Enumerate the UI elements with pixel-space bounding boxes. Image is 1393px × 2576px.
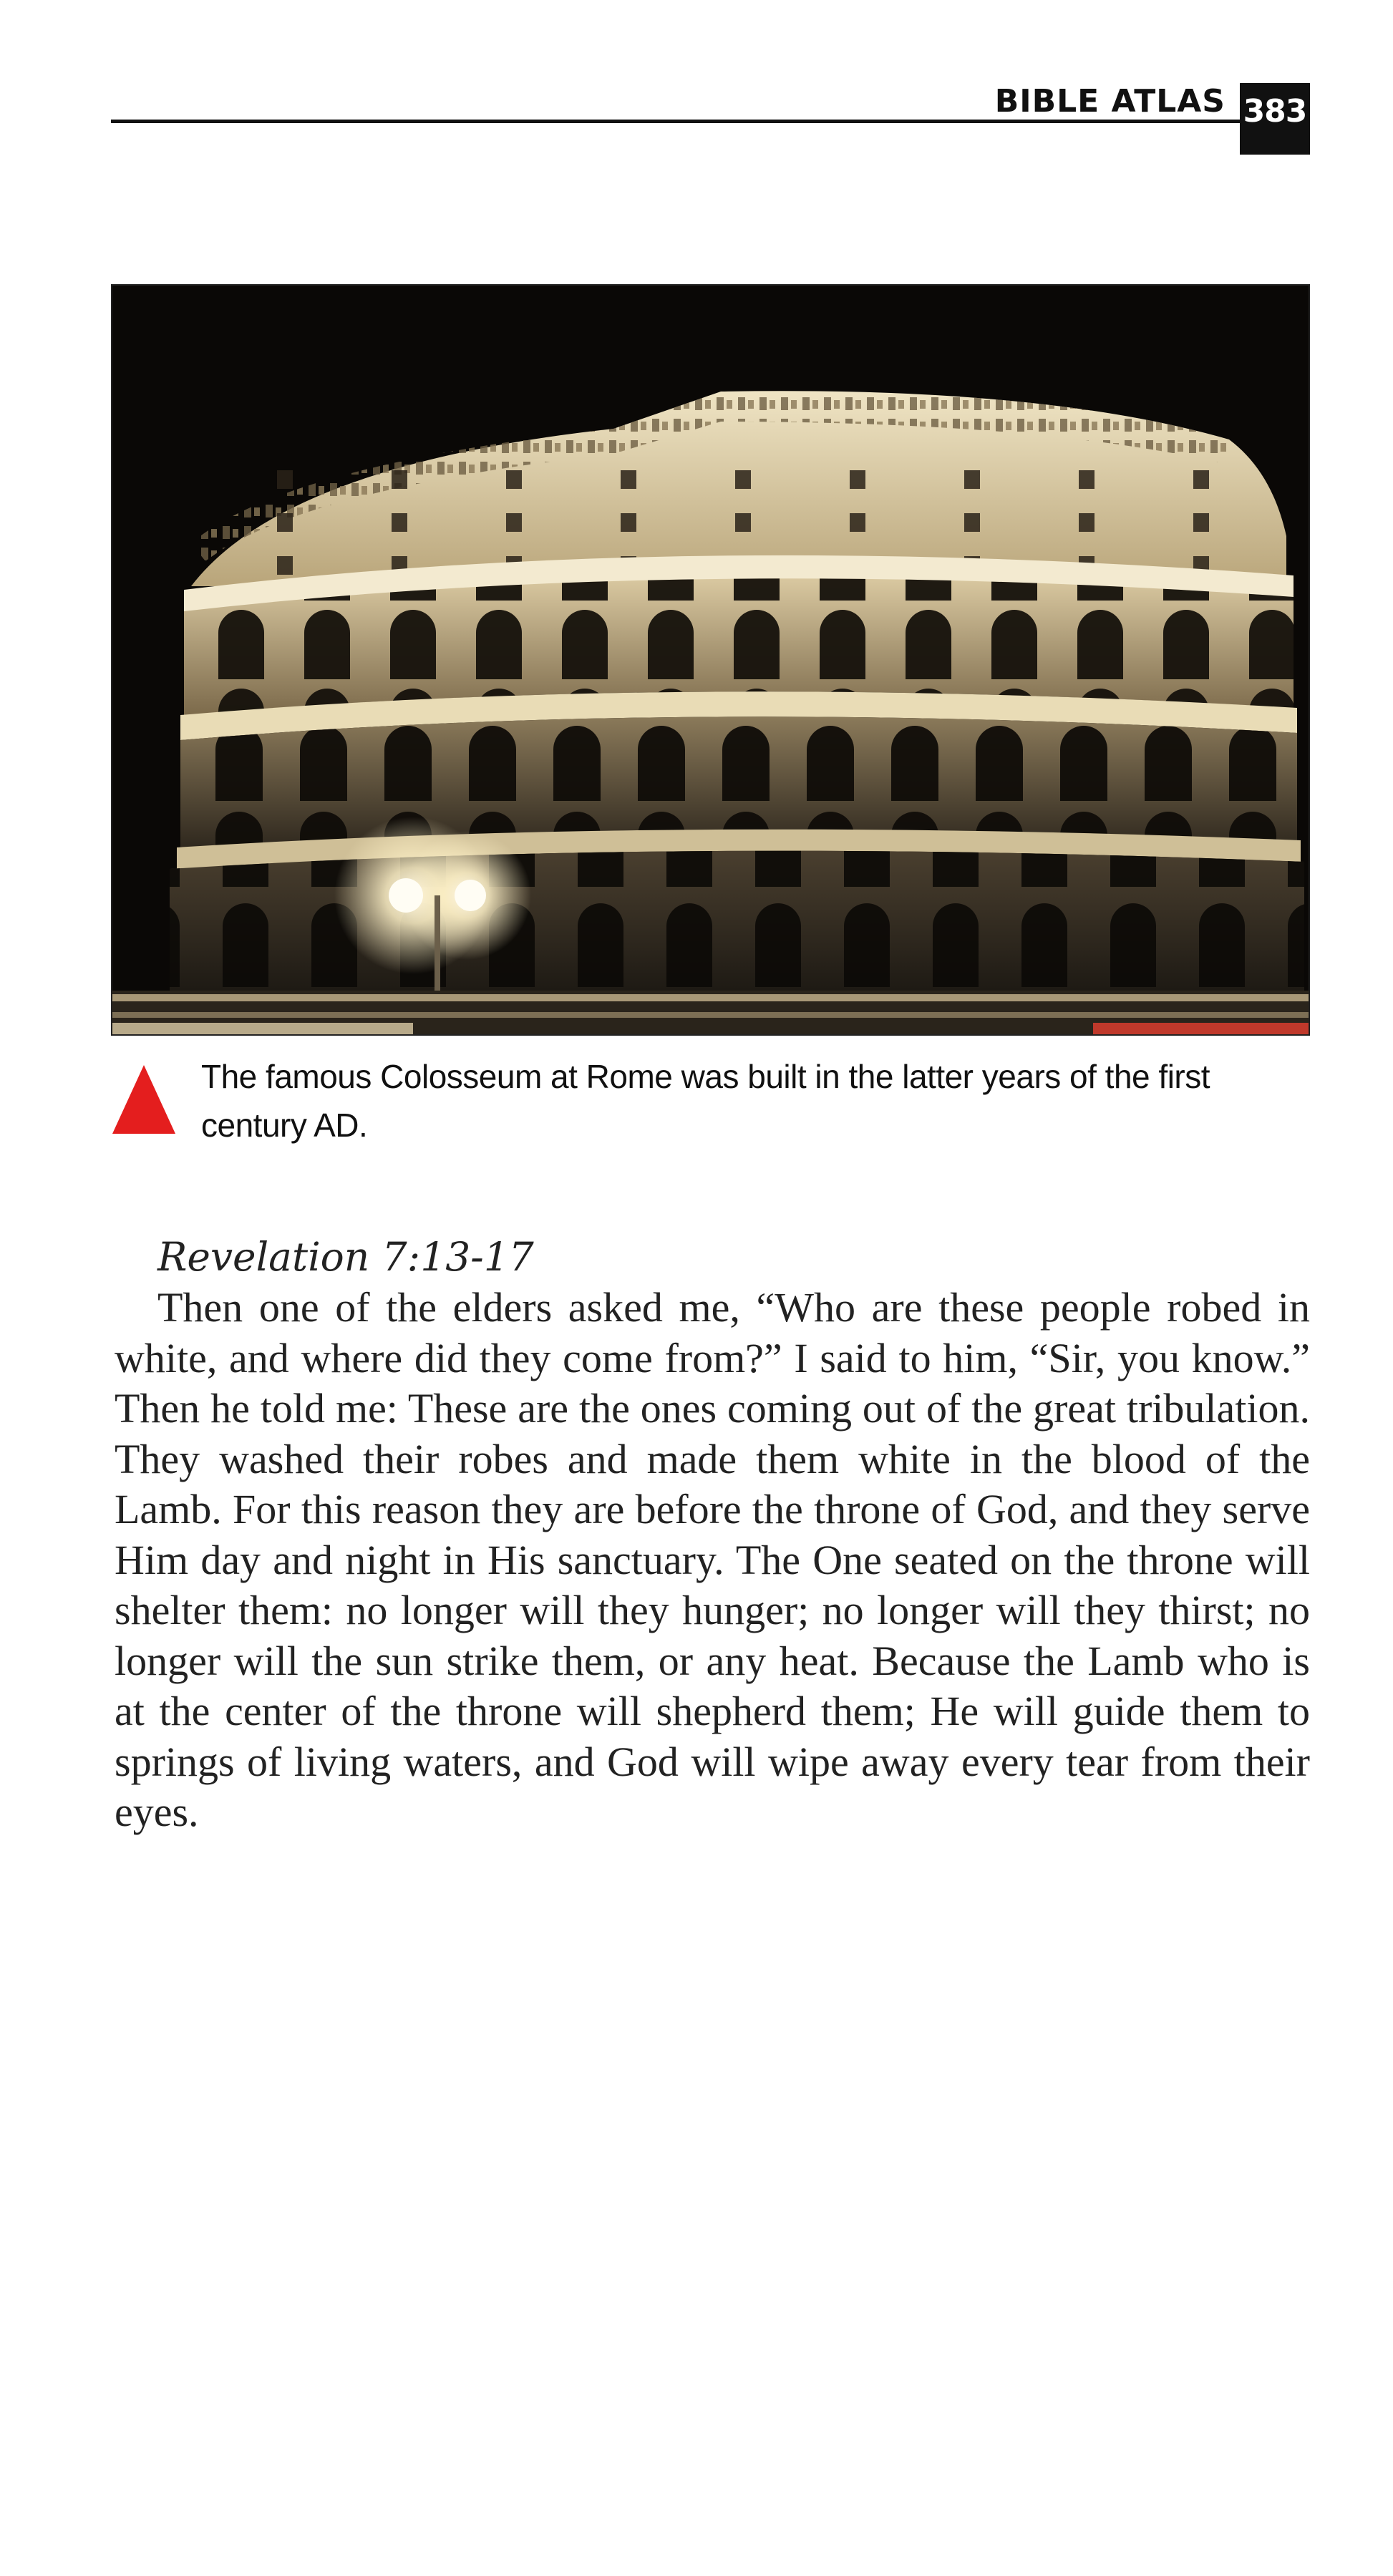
- page-number: 383: [1240, 83, 1310, 155]
- scripture-passage: [115, 1231, 1310, 1838]
- caption-text: The famous Colosseum at Rome was built in the latter years of the first century AD.: [201, 1058, 1210, 1144]
- colosseum-photo: [111, 284, 1310, 1036]
- running-head-title: BIBLE ATLAS: [994, 83, 1225, 120]
- figure-caption: [111, 1052, 1310, 1152]
- scripture-text: Then one of the elders asked me, “Who are these people robed in white, and where did they come from?” I said to him, “Sir, you know.” Then he told me: These are the ones coming out of the great tribulation. They washed their robes and made them white in the blood of the Lamb. For this reason they are before the throne of God, and they serve Him day and night in His sanctuary. The One seated on the throne will shelter them: no longer will they hunger; no longer will they thirst; no longer will the sun strike them, or any heat. Because the Lamb who is at the center of the throne will shepherd them; He will guide them to springs of living waters, and God will wipe away every tear from their eyes.: [115, 1284, 1310, 1835]
- scripture-reference: Revelation 7:13-17: [157, 1234, 534, 1280]
- red-triangle-icon: [111, 1064, 177, 1135]
- running-header: [111, 80, 1310, 155]
